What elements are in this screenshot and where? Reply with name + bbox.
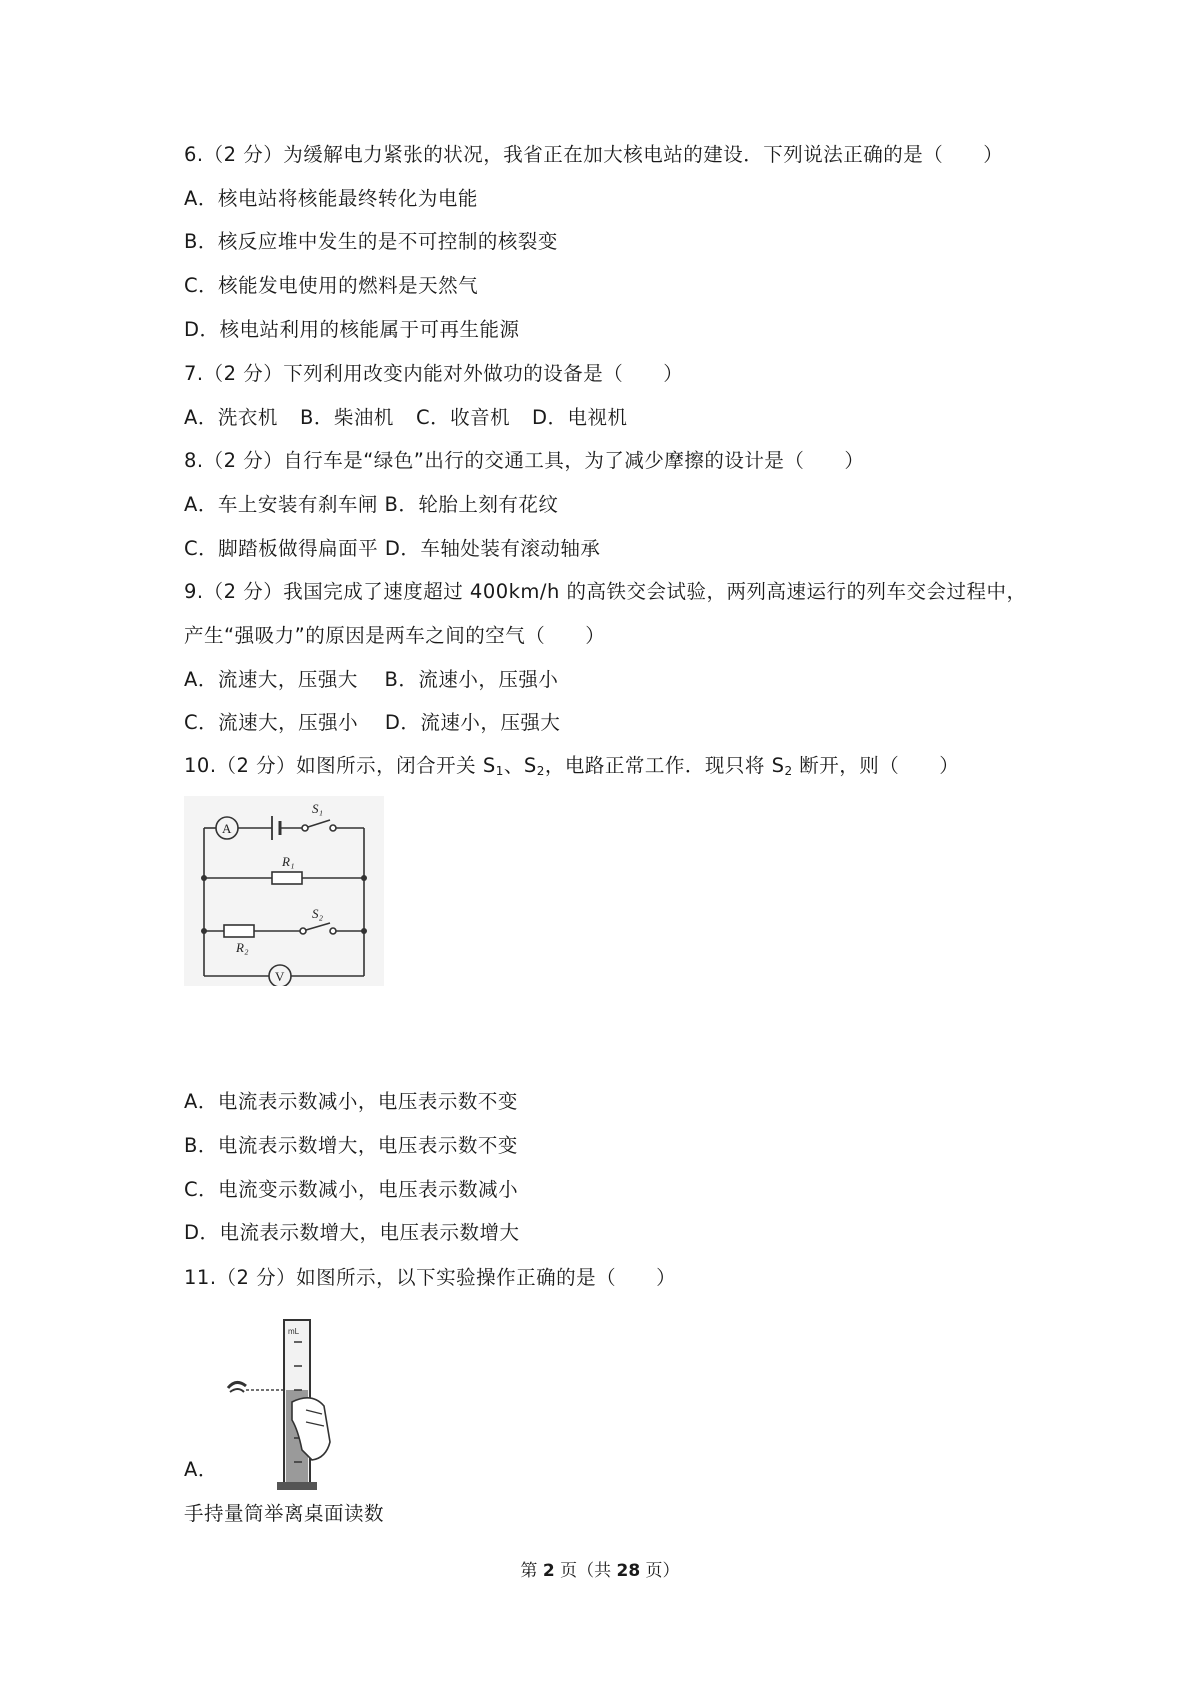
q10-option-b: B．电流表示数增大，电压表示数不变 [184, 1134, 518, 1157]
graduated-cylinder-figure [222, 1310, 352, 1495]
q8-option-cd: C．脚踏板做得扁面平 D．车轴处装有滚动轴承 [184, 537, 601, 560]
q11-option-a-label: A． [184, 1458, 218, 1481]
r1-label: R₁ [282, 854, 295, 869]
q6-option-c: C．核能发电使用的燃料是天然气 [184, 274, 479, 297]
page-total: 28 [616, 1561, 641, 1581]
cylinder-unit-label: mL [288, 1327, 300, 1336]
q9-stem-line1: 9.（2 分）我国完成了速度超过 400km/h 的高铁交会试验，两列高速运行的列车交会过程中， [184, 580, 1027, 603]
resistor-r1 [272, 872, 302, 884]
q6-option-d: D．核电站利用的核能属于可再生能源 [184, 318, 520, 341]
q9-option-cd: C．流速大，压强小 D．流速小，压强大 [184, 711, 561, 734]
q9-stem-line2: 产生“强吸力”的原因是两车之间的空气（ ） [184, 624, 606, 647]
s1-label: S₁ [312, 801, 324, 816]
q6-option-b: B．核反应堆中发生的是不可控制的核裂变 [184, 230, 558, 253]
r2-label: R₂ [236, 940, 249, 955]
q6-option-a: A．核电站将核能最终转化为电能 [184, 187, 478, 210]
q7-option-c: C．收音机 [416, 406, 511, 429]
q7-option-b: B．柴油机 [300, 406, 394, 429]
voltmeter-label: V [275, 969, 285, 984]
s2-label: S₂ [312, 906, 324, 921]
resistor-r2 [224, 925, 254, 937]
q11-option-a-caption: 手持量筒举离桌面读数 [184, 1502, 385, 1525]
q9-option-ab: A．流速大，压强大 B．流速小，压强小 [184, 668, 559, 691]
q11-stem: 11.（2 分）如图所示，以下实验操作正确的是（ ） [184, 1266, 677, 1289]
q7-options [184, 404, 628, 432]
q7-option-a: A．洗衣机 [184, 406, 278, 429]
q7-stem: 7.（2 分）下列利用改变内能对外做功的设备是（ ） [184, 362, 684, 385]
ammeter-label: A [222, 821, 232, 836]
q10-option-d: D．电流表示数增大，电压表示数增大 [184, 1221, 520, 1244]
q7-option-d: D．电视机 [532, 406, 628, 429]
q8-stem: 8.（2 分）自行车是“绿色”出行的交通工具，为了减少摩擦的设计是（ ） [184, 449, 865, 472]
page-footer: 第 2 页（共 28 页） [520, 1561, 680, 1581]
q10-stem: 10.（2 分）如图所示，闭合开关 $S_1$、$S_2$，电路正常工作．现只将 $S_2$ 断开，则（ ） [184, 754, 960, 778]
page-number: 2 [542, 1561, 555, 1581]
q6-stem: 6.（2 分）为缓解电力紧张的状况，我省正在加大核电站的建设．下列说法正确的是（ ） [184, 143, 1004, 166]
circuit-diagram [184, 796, 384, 986]
q10-option-a: A．电流表示数减小，电压表示数不变 [184, 1090, 518, 1113]
q8-option-ab: A．车上安装有刹车闸 B．轮胎上刻有花纹 [184, 493, 559, 516]
q10-option-c: C．电流变示数减小，电压表示数减小 [184, 1178, 519, 1201]
